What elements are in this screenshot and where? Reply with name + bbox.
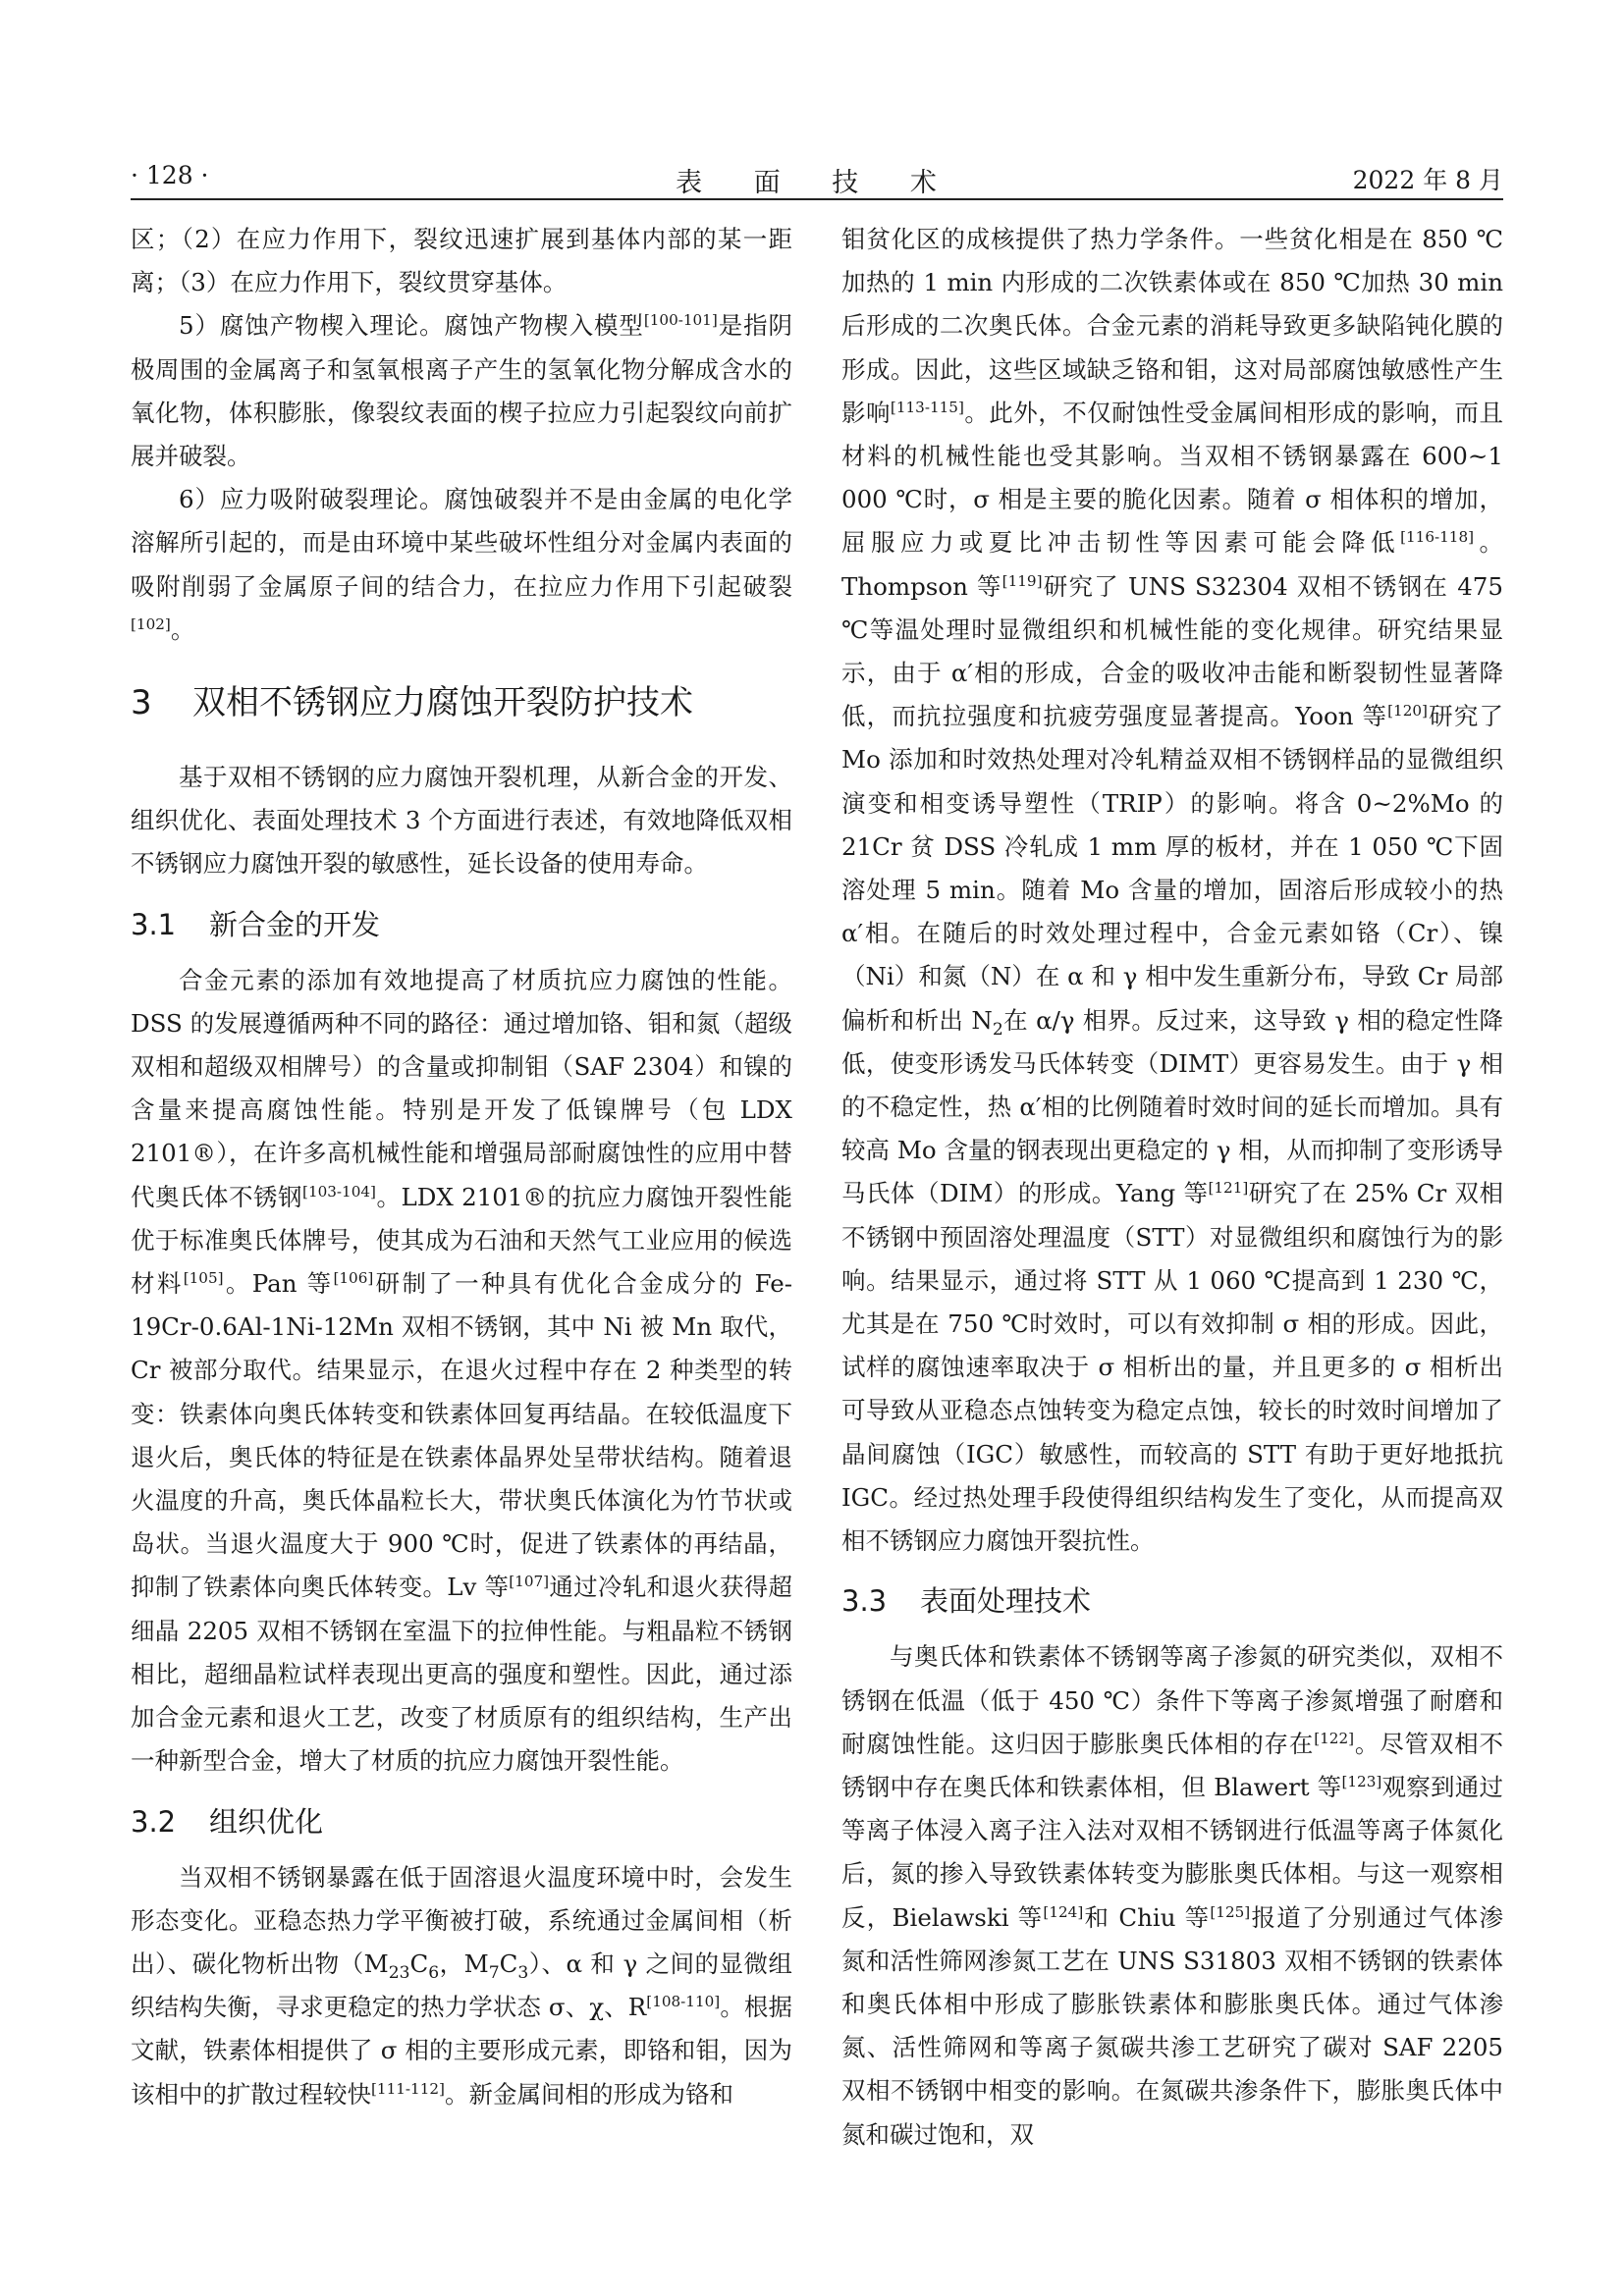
header-rule xyxy=(131,198,1503,200)
citation: [121] xyxy=(1208,1179,1249,1198)
subsection-heading: 3.1 新合金的开发 xyxy=(131,907,381,941)
citation: [123] xyxy=(1341,1772,1382,1790)
issue-date: 2022 年 8 月 xyxy=(1352,166,1503,194)
citation: [116-118] xyxy=(1400,528,1475,547)
page-number: · 128 · xyxy=(131,161,209,189)
citation: [122] xyxy=(1314,1729,1355,1747)
paragraph: 与奥氏体和铁素体不锈钢等离子渗氮的研究类似，双相不锈钢在低温（低于 450 ℃）条件下等离子渗氮增强了耐磨和耐腐蚀性能。这归因于膨胀奥氏体相的存在[122]。尽管双相不锈钢中存在奥氏体和铁素体相，但 Blawert 等[123]观察到通过等离子体浸入离子注入法对双相不锈钢进行低温等离子体氮化后，氮的掺入导致铁素体转变为膨胀奥氏体相。与这一观察相反，Bielawski 等[124]和 Chiu 等[125]报道了分别通过气体渗氮和活性筛网渗氮工艺在 UNS S31803 双相不锈钢的铁素体和奥氏体相中形成了膨胀铁素体和膨胀奥氏体。通过气体渗氮、活性筛网和等离子氮碳共渗工艺研究了碳对 SAF 2205 双相不锈钢中相变的影响。在氮碳共渗条件下，膨胀奥氏体中氮和碳过饱和，双 xyxy=(841,1642,1503,2149)
citation: [113-115] xyxy=(890,398,964,416)
citation: [120] xyxy=(1387,702,1428,721)
journal-title: 表 面 技 术 xyxy=(676,168,958,198)
paragraph: 基于双相不锈钢的应力腐蚀开裂机理，从新合金的开发、组织优化、表面处理技术 3 个方面进行表述，有效地降低双相不锈钢应力腐蚀开裂的敏感性，延长设备的使用寿命。 xyxy=(131,763,792,879)
paragraph: 5）腐蚀产物楔入理论。腐蚀产物楔入模型[100-101]是指阴极周围的金属离子和氢氧根离子产生的氢氧化物分解成含水的氧化物，体积膨胀，像裂纹表面的楔子拉应力引起裂纹向前扩展并破裂。 xyxy=(131,311,792,471)
citation: [106] xyxy=(333,1268,374,1287)
citation: [105] xyxy=(183,1268,224,1287)
citation: [111-112] xyxy=(371,2079,445,2098)
citation: [125] xyxy=(1210,1902,1251,1921)
paragraph: 合金元素的添加有效地提高了材质抗应力腐蚀的性能。DSS 的发展遵循两种不同的路径：通过增加铬、钼和氮（超级双相和超级双相牌号）的含量或抑制钼（SAF 2304）和镍的含量来提高腐蚀性能。特别是开发了低镍牌号（包 LDX 2101®），在许多高机械性能和增强局部耐腐蚀性的应用中替代奥氏体不锈钢[103-104]。LDX 2101®的抗应力腐蚀开裂性能优于标准奥氏体牌号，使其成为石油和天然气工业应用的候选材料[105]。Pan 等[106]研制了一种具有优化合金成分的 Fe-19Cr-0.6Al-1Ni-12Mn 双相不锈钢，其中 Ni 被 Mn 取代，Cr 被部分取代。结果显示，在退火过程中存在 2 种类型的转变：铁素体向奥氏体转变和铁素体回复再结晶。在较低温度下退火后，奥氏体的特征是在铁素体晶界处呈带状结构。随着退火温度的升高，奥氏体晶粒长大，带状奥氏体演化为竹节状或岛状。当退火温度大于 900 ℃时，促进了铁素体的再结晶，抑制了铁素体向奥氏体转变。Lv 等[107]通过冷轧和退火获得超细晶 2205 双相不锈钢在室温下的拉伸性能。与粗晶粒不锈钢相比，超细晶粒试样表现出更高的强度和塑性。因此，通过添加合金元素和退火工艺，改变了材质原有的组织结构，生产出一种新型合金，增大了材质的抗应力腐蚀开裂性能。 xyxy=(131,965,792,1776)
citation: [103-104] xyxy=(302,1182,376,1201)
paragraph: 钼贫化区的成核提供了热力学条件。一些贫化相是在 850 ℃加热的 1 min 内形成的二次铁素体或在 850 ℃加热 30 min 后形成的二次奥氏体。合金元素的消耗导致更多缺陷钝化膜的形成。因此，这些区域缺乏铬和钼，这对局部腐蚀敏感性产生影响[113-115]。此外，不仅耐蚀性受金属间相形成的影响，而且材料的机械性能也受其影响。当双相不锈钢暴露在 600~1 000 ℃时，σ 相是主要的脆化因素。随着 σ 相体积的增加，屈服应力或夏比冲击韧性等因素可能会降低[116-118]。Thompson 等[119]研究了 UNS S32304 双相不锈钢在 475 ℃等温处理时显微组织和机械性能的变化规律。研究结果显示，由于 α′相的形成，合金的吸收冲击能和断裂韧性显著降低，而抗拉强度和抗疲劳强度显著提高。Yoon 等[120]研究了 Mo 添加和时效热处理对冷轧精益双相不锈钢样品的显微组织演变和相变诱导塑性（TRIP）的影响。将含 0~2%Mo 的 21Cr 贫 DSS 冷轧成 1 mm 厚的板材，并在 1 050 ℃下固溶处理 5 min。随着 Mo 含量的增加，固溶后形成较小的热 α′相。在随后的时效处理过程中，合金元素如铬（Cr）、镍（Ni）和氮（N）在 α 和 γ 相中发生重新分布，导致 Cr 局部偏析和析出 $N_2$在 α/γ 相界。反过来，这导致 γ 相的稳定性降低，使变形诱发马氏体转变（DIMT）更容易发生。由于 γ 相的不稳定性，热 α′相的比例随着时效时间的延长而增加。具有较高 Mo 含量的钢表现出更稳定的 γ 相，从而抑制了变形诱导马氏体（DIM）的形成。Yang 等[121]研究了在 25% Cr 双相不锈钢中预固溶处理温度（STT）对显微组织和腐蚀行为的影响。结果显示，通过将 STT 从 1 060 ℃提高到 1 230 ℃，尤其是在 750 ℃时效时，可以有效抑制 σ 相的形成。因此，试样的腐蚀速率取决于 σ 相析出的量，并且更多的 σ 相析出可导致从亚稳态点蚀转变为稳定点蚀，较长的时效时间增加了晶间腐蚀（IGC）敏感性，而较高的 STT 有助于更好地抵抗 IGC。经过热处理手段使得组织结构发生了变化，从而提高双相不锈钢应力腐蚀开裂抗性。 xyxy=(841,225,1503,1556)
paragraph: 当双相不锈钢暴露在低于固溶退火温度环境中时，会发生形态变化。亚稳态热力学平衡被打破，系统通过金属间相（析出）、碳化物析出物（$M_{23}C_6$，$M_7C_3$）、α 和 γ 之间的显微组织结构失衡，寻求更稳定的热力学状态 σ、χ、R[108-110]。根据文献，铁素体相提供了 σ 相的主要形成元素，即铬和钼，因为该相中的扩散过程较快[111-112]。新金属间相的形成为铬和 xyxy=(131,1862,792,2109)
running-header xyxy=(131,155,1503,198)
citation: [108-110] xyxy=(646,1992,721,2010)
citation: [100-101] xyxy=(643,311,718,330)
subsection-heading: 3.2 组织优化 xyxy=(131,1804,324,1839)
section-heading: 3 双相不锈钢应力腐蚀开裂防护技术 xyxy=(131,683,693,723)
citation: [124] xyxy=(1043,1902,1084,1921)
paragraph: 区；（2）在应力作用下，裂纹迅速扩展到基体内部的某一距离；（3）在应力作用下，裂纹贯穿基体。 xyxy=(131,225,792,297)
right-column xyxy=(841,218,1503,2250)
left-column xyxy=(131,218,792,2250)
paragraph: 6）应力吸附破裂理论。腐蚀破裂并不是由金属的电化学溶解所引起的，而是由环境中某些破坏性组分对金属内表面的吸附削弱了金属原子间的结合力，在拉应力作用下引起破裂[102]。 xyxy=(131,485,792,644)
citation: [119] xyxy=(1001,571,1043,590)
subsection-heading: 3.3 表面处理技术 xyxy=(841,1584,1092,1619)
citation: [107] xyxy=(509,1573,550,1591)
citation: [102] xyxy=(131,614,171,633)
